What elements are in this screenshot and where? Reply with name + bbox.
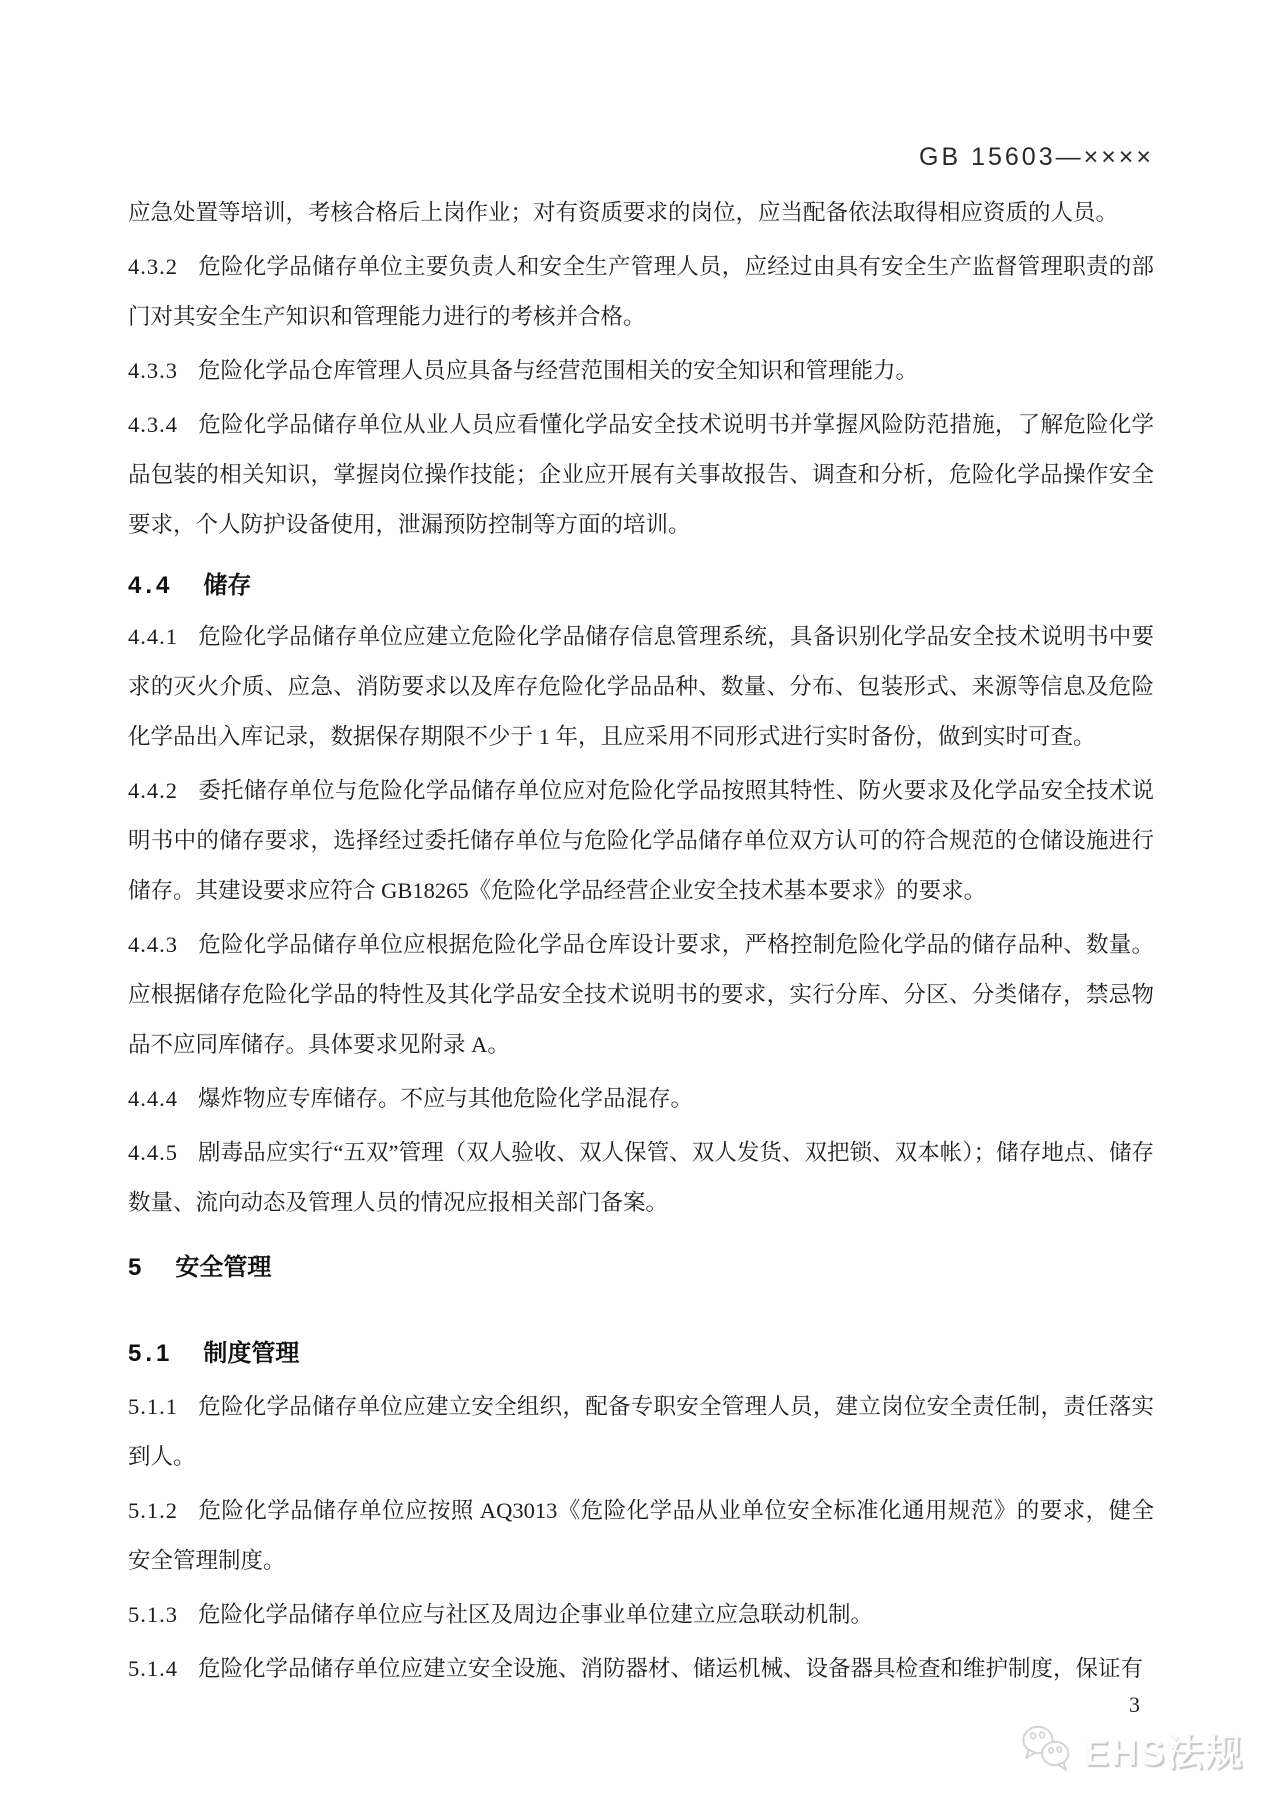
paragraph-4-3-4 [128,400,1154,550]
clause-number: 4.4.3 [128,932,178,957]
clause-number: 5.1.1 [128,1394,178,1419]
section-title: 安全管理 [175,1254,272,1281]
paragraph-text: 委托储存单位与危险化学品储存单位应对危险化学品按照其特性、防火要求及化学品安全技术说明书中的储存要求，选择经过委托储存单位与危险化学品储存单位双方认可的符合规范的仓储设施进行储存。其建设要求应符合 GB18265《危险化学品经营企业安全技术基本要求》的要求。 [128,778,1154,903]
paragraph-4-4-4 [128,1074,1154,1124]
paragraph-5-1-3 [128,1590,1154,1640]
paragraph-4-3-2 [128,242,1154,342]
wechat-icon [1018,1723,1076,1775]
watermark [1018,1722,1244,1776]
clause-number: 4.4.4 [128,1086,178,1111]
section-number: 5 [128,1254,146,1281]
paragraph-text: 爆炸物应专库储存。不应与其他危险化学品混存。 [198,1086,694,1111]
section-title: 储存 [203,572,252,599]
clause-number: 5.1.4 [128,1656,178,1681]
paragraph-text: 危险化学品储存单位从业人员应看懂化学品安全技术说明书并掌握风险防范措施，了解危险化学品包装的相关知识，掌握岗位操作技能；企业应开展有关事故报告、调查和分析，危险化学品操作安全要求，个人防护设备使用，泄漏预防控制等方面的培训。 [128,412,1154,537]
section-number: 5.1 [128,1340,174,1367]
paragraph-text: 危险化学品仓库管理人员应具备与经营范围相关的安全知识和管理能力。 [198,358,919,383]
clause-number: 4.3.4 [128,412,178,437]
paragraph-4-3-3 [128,346,1154,396]
paragraph-4-4-3 [128,920,1154,1070]
paragraph-text: 剧毒品应实行“五双”管理（双人验收、双人保管、双人发货、双把锁、双本帐）；储存地点、储存数量、流向动态及管理人员的情况应报相关部门备案。 [128,1140,1154,1215]
page-number: 3 [1129,1692,1140,1717]
paragraph-text: 危险化学品储存单位主要负责人和安全生产管理人员，应经过由具有安全生产监督管理职责的部门对其安全生产知识和管理能力进行的考核并合格。 [128,254,1154,329]
paragraph-text: 危险化学品储存单位应与社区及周边企事业单位建立应急联动机制。 [198,1602,874,1627]
paragraph-4-4-1 [128,612,1154,762]
paragraph-text: 危险化学品储存单位应建立安全设施、消防器材、储运机械、设备器具检查和维护制度，保证有 [198,1656,1144,1681]
clause-number: 4.4.5 [128,1140,178,1165]
paragraph-text: 危险化学品储存单位应建立危险化学品储存信息管理系统，具备识别化学品安全技术说明书中要求的灭火介质、应急、消防要求以及库存危险化学品品种、数量、分布、包装形式、来源等信息及危险化学品出入库记录，数据保存期限不少于 1 年，且应采用不同形式进行实时备份，做到实时可查。 [128,624,1154,749]
clause-number: 5.1.2 [128,1498,178,1523]
section-heading-5 [128,1248,1154,1288]
paragraph-5-1-4 [128,1644,1154,1694]
clause-number: 4.4.2 [128,778,178,803]
clause-number: 5.1.3 [128,1602,178,1627]
paragraph-5-1-1 [128,1382,1154,1482]
section-title: 制度管理 [203,1340,300,1367]
watermark-label: EHS法规 [1083,1732,1244,1773]
paragraph-5-1-2 [128,1486,1154,1586]
section-heading-5-1 [128,1334,1154,1374]
paragraph-text: 危险化学品储存单位应按照 AQ3013《危险化学品从业单位安全标准化通用规范》的要求，健全安全管理制度。 [128,1498,1154,1573]
clause-number: 4.3.3 [128,358,178,383]
document-code-header: GB 15603—×××× [919,143,1154,171]
section-number: 4.4 [128,572,174,599]
section-heading-4-4 [128,566,1154,606]
clause-number: 4.4.1 [128,624,178,649]
paragraph-4-4-5 [128,1128,1154,1228]
paragraph-continuation [128,188,1154,238]
paragraph-text: 危险化学品储存单位应建立安全组织，配备专职安全管理人员，建立岗位安全责任制，责任落实到人。 [128,1394,1154,1469]
paragraph-text: 危险化学品储存单位应根据危险化学品仓库设计要求，严格控制危险化学品的储存品种、数量。应根据储存危险化学品的特性及其化学品安全技术说明书的要求，实行分库、分区、分类储存，禁忌物品不应同库储存。具体要求见附录 A。 [128,932,1154,1057]
paragraph-4-4-2 [128,766,1154,916]
clause-number: 4.3.2 [128,254,178,279]
paragraph-text: 应急处置等培训，考核合格后上岗作业；对有资质要求的岗位，应当配备依法取得相应资质的人员。 [128,200,1119,225]
